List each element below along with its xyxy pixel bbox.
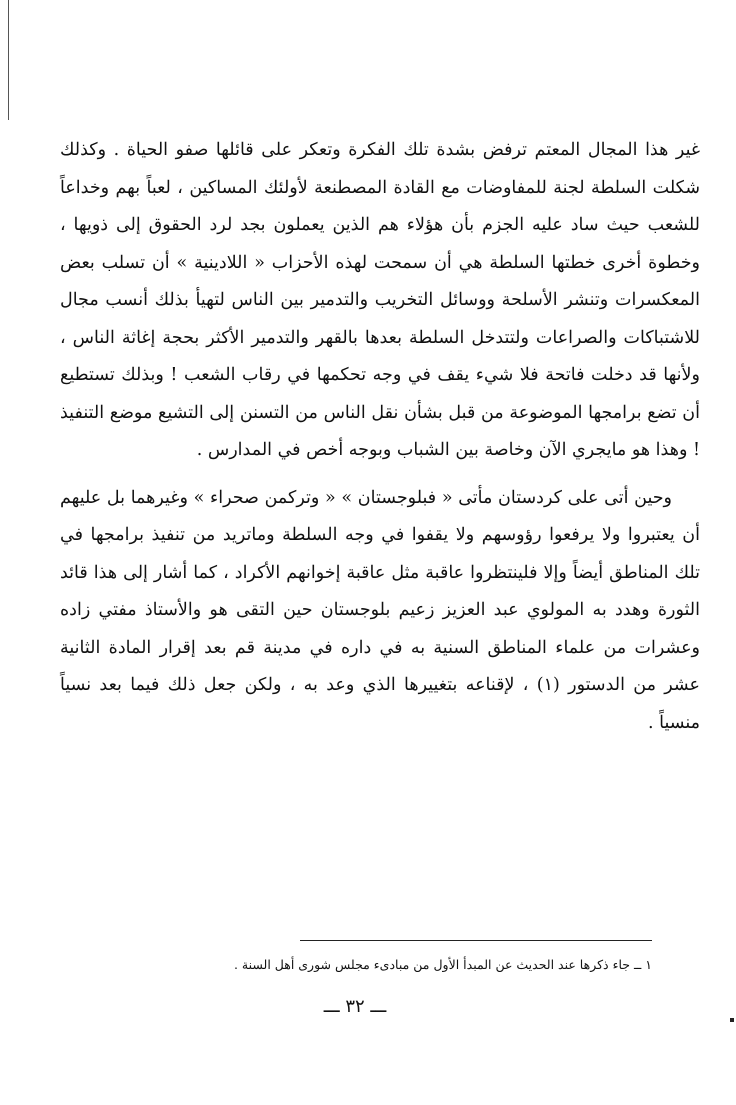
edge-mark [730, 1018, 734, 1022]
page-number: ـــ ٣٢ ـــ [323, 996, 387, 1017]
footnote: ١ ــ جاء ذكرها عند الحديث عن المبدأ الأول من مبادىء مجلس شورى أهل السنة . [233, 957, 652, 972]
footnote-divider [300, 940, 652, 941]
page-body [60, 132, 700, 742]
margin-rule [8, 0, 9, 120]
paragraph-1: غير هذا المجال المعتم ترفض بشدة تلك الفكرة وتعكر على قائلها صفو الحياة . وكذلك شكلت السلطة لجنة للمفاوضات مع القادة المصطنعة لأولئك المساكين ، لعباً بهم وخداعاً للشعب حيث ساد عليه الجزم بأن هؤلاء هم الذين يعملون بجد لرد الحقوق إلى ذويها ، وخطوة أخرى خطتها السلطة هي أن سمحت لهذه الأحزاب « اللادينية » أن تسلب بعض المعكسرات وتنشر الأسلحة ووسائل التخريب والتدمير بين الناس لتهيأ بذلك أنسب مجال للاشتباكات والصراعات ولتتدخل السلطة بعدها بالقهر والتدمير الأكثر بحجة إغاثة الناس ، ولأنها قد دخلت فاتحة فلا شيء يقف في وجه تحكمها في رقاب الشعب ! وبذلك تستطيع أن تضع برامجها الموضوعة من قبل بشأن نقل الناس من التسنن إلى التشيع موضع التنفيذ ! وهذا هو مايجري الآن وخاصة بين الشباب وبوجه أخص في المدارس . [60, 140, 700, 460]
paragraph-2: وحين أتى على كردستان مأتى « فبلوجستان » « وتركمن صحراء » وغيرهما بل عليهم أن يعتبروا ولا يرفعوا رؤوسهم ولا يقفوا في وجه السلطة وماتريد من تنفيذ برامجها في تلك المناطق أيضاً وإلا فلينتظروا عاقبة مثل عاقبة إخوانهم الأكراد ، كما أشار إلى هذا قائد الثورة وهدد به المولوي عبد العزيز زعيم بلوجستان حين التقى هو والأستاذ مفتي زاده وعشرات من علماء المناطق السنية به في داره في مدينة قم بعد إقرار المادة الثانية عشر من الدستور (١) ، لإقناعه بتغييرها الذي وعد به ، ولكن جعل ذلك فيما بعد نسياً منسياً . [60, 487, 700, 733]
